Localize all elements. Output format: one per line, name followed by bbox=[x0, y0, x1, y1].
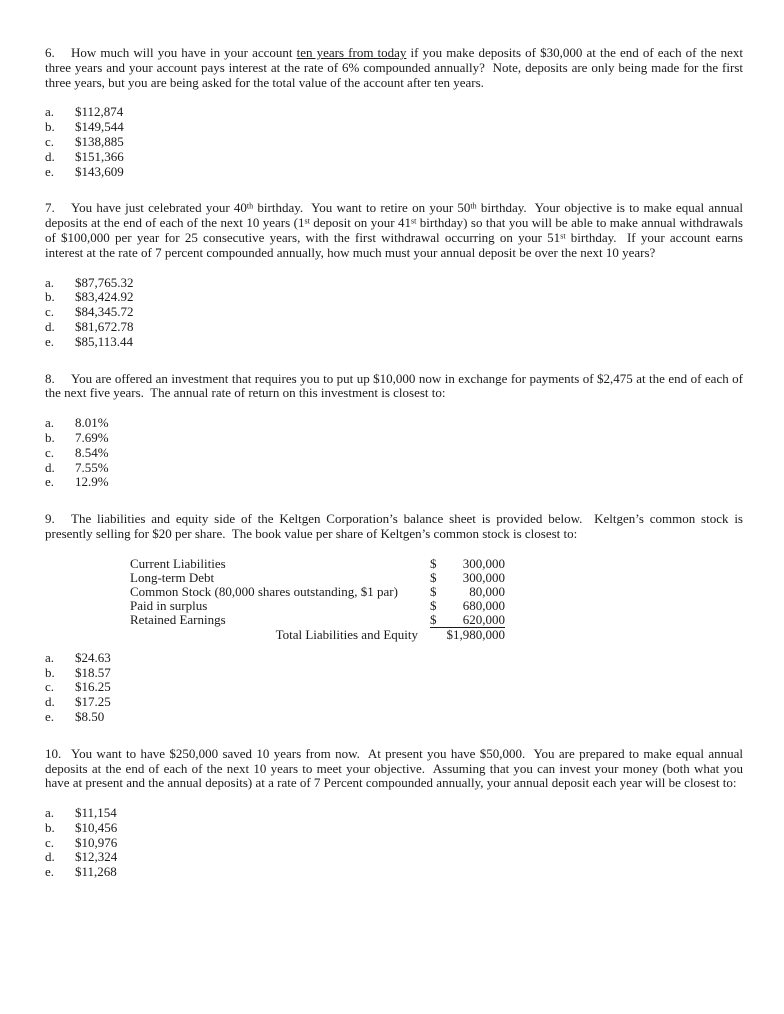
option-value: $83,424.92 bbox=[75, 289, 134, 305]
text-segment: birthday) so that you will be able to make annual withdrawals of $100,000 per year for 25 consecutive years, with the first withdrawal occurring on your 51 bbox=[45, 215, 743, 245]
option-value: $143,609 bbox=[75, 163, 124, 179]
option-value: $11,268 bbox=[75, 864, 117, 880]
amount: 300,000 bbox=[462, 569, 505, 585]
question-7-options bbox=[45, 276, 744, 350]
option-row bbox=[45, 290, 744, 305]
currency-symbol: $ bbox=[430, 611, 437, 627]
text-segment: deposit on your 41 bbox=[309, 215, 411, 231]
balance-sheet-row bbox=[130, 585, 505, 599]
option-letter: c. bbox=[45, 133, 55, 149]
balance-sheet-row-label: Total Liabilities and Equity bbox=[275, 626, 418, 642]
superscript-text: st bbox=[560, 231, 566, 241]
balance-sheet-row-value bbox=[430, 585, 505, 599]
option-row bbox=[45, 305, 744, 320]
option-value: 12.9% bbox=[75, 474, 109, 490]
option-row bbox=[45, 446, 744, 461]
balance-sheet-row-value bbox=[430, 628, 505, 642]
text-segment: You have just celebrated your 40 bbox=[71, 200, 247, 216]
question-10-body bbox=[45, 746, 743, 791]
question-8-body bbox=[45, 371, 743, 401]
text-segment: birthday. You want to retire on your 50 bbox=[253, 200, 471, 216]
amount: 300,000 bbox=[462, 555, 505, 571]
option-letter: c. bbox=[45, 834, 55, 850]
option-row bbox=[45, 150, 744, 165]
option-row bbox=[45, 135, 744, 150]
option-row bbox=[45, 120, 744, 135]
option-value: $138,885 bbox=[75, 133, 124, 149]
balance-sheet-row bbox=[130, 557, 505, 571]
option-row bbox=[45, 320, 744, 335]
question-6 bbox=[45, 46, 744, 179]
balance-sheet-row-label: Paid in surplus bbox=[130, 597, 208, 613]
balance-sheet-row-value bbox=[430, 557, 505, 571]
balance-sheet-row-value bbox=[430, 571, 505, 585]
option-letter: e. bbox=[45, 163, 55, 179]
question-9-options bbox=[45, 651, 744, 725]
option-row bbox=[45, 836, 744, 851]
superscript-text: st bbox=[304, 216, 310, 226]
question-7 bbox=[45, 201, 744, 349]
balance-sheet-row bbox=[130, 571, 505, 585]
option-row bbox=[45, 105, 744, 120]
question-6-text bbox=[45, 46, 743, 90]
currency-symbol: $ bbox=[446, 626, 453, 642]
question-8 bbox=[45, 372, 744, 491]
option-value: 7.69% bbox=[75, 429, 109, 445]
question-10-number: 10. bbox=[45, 745, 62, 761]
option-letter: d. bbox=[45, 694, 55, 710]
balance-sheet-table bbox=[130, 557, 505, 642]
option-row bbox=[45, 416, 744, 431]
question-10-text bbox=[45, 747, 743, 791]
text-segment: How much will you have in your account bbox=[71, 45, 297, 60]
balance-sheet-row bbox=[130, 613, 505, 628]
text-segment: The liabilities and equity side of the Keltgen Corporation’s balance sheet is provided below. Keltgen’s common stock is presently selling for $20 per share. The book value per share of Keltgen’s common stock is closest to: bbox=[45, 511, 743, 541]
option-letter: a. bbox=[45, 415, 55, 431]
option-value: $84,345.72 bbox=[75, 304, 134, 320]
option-value: $10,976 bbox=[75, 834, 118, 850]
balance-sheet-row-label: Long-term Debt bbox=[130, 569, 215, 585]
amount: 620,000 bbox=[462, 611, 505, 627]
option-letter: b. bbox=[45, 819, 55, 835]
option-letter: c. bbox=[45, 304, 55, 320]
question-7-text bbox=[45, 201, 743, 260]
option-value: $149,544 bbox=[75, 119, 124, 135]
option-letter: a. bbox=[45, 104, 55, 120]
option-row bbox=[45, 276, 744, 291]
superscript-text: th bbox=[246, 201, 254, 211]
question-10-options bbox=[45, 806, 744, 880]
balance-sheet-row-label: Retained Earnings bbox=[130, 611, 226, 627]
option-letter: d. bbox=[45, 849, 55, 865]
option-value: $24.63 bbox=[75, 649, 111, 665]
text-segment: birthday. Your objective is to make equal annual deposits at the end of each of the next 10 years (1 bbox=[45, 200, 743, 231]
question-7-number: 7. bbox=[45, 200, 55, 216]
amount: 680,000 bbox=[462, 597, 505, 613]
text-segment: birthday. If your account earns interest at the rate of 7 percent compounded annually, how much must your annual deposit be over the next 10 years? bbox=[45, 229, 743, 260]
option-letter: d. bbox=[45, 318, 55, 334]
option-letter: a. bbox=[45, 649, 55, 665]
amount: 80,000 bbox=[469, 583, 505, 599]
question-9-body bbox=[45, 511, 743, 541]
option-value: $16.25 bbox=[75, 679, 111, 695]
text-segment: if you make deposits of $30,000 at the end of each of the next three years and your account pays interest at the rate of 6% compounded annually? Note, deposits are only being made for the first three years, but you are being asked for the total value of the account after ten years. bbox=[45, 45, 743, 90]
option-value: 8.54% bbox=[75, 444, 109, 460]
option-row bbox=[45, 865, 744, 880]
underlined-text: ten years from today bbox=[296, 45, 407, 60]
option-row bbox=[45, 165, 744, 180]
question-10 bbox=[45, 747, 744, 880]
option-letter: b. bbox=[45, 664, 55, 680]
question-6-options bbox=[45, 105, 744, 179]
option-row bbox=[45, 666, 744, 681]
balance-sheet-row-label: Current Liabilities bbox=[130, 555, 226, 571]
option-row bbox=[45, 461, 744, 476]
question-9-number: 9. bbox=[45, 511, 55, 527]
question-6-body bbox=[45, 45, 743, 90]
balance-sheet-row bbox=[130, 599, 505, 613]
option-letter: b. bbox=[45, 289, 55, 305]
option-value: $10,456 bbox=[75, 819, 118, 835]
option-row bbox=[45, 850, 744, 865]
option-letter: c. bbox=[45, 444, 55, 460]
option-letter: c. bbox=[45, 679, 55, 695]
option-value: $18.57 bbox=[75, 664, 111, 680]
superscript-text: th bbox=[470, 201, 477, 211]
option-letter: d. bbox=[45, 148, 55, 164]
option-value: $8.50 bbox=[75, 708, 105, 724]
option-letter: a. bbox=[45, 274, 55, 290]
option-value: $112,874 bbox=[75, 104, 124, 120]
text-segment: You are offered an investment that requires you to put up $10,000 now in exchange for payments of $2,475 at the end of each of the next five years. The annual rate of return on this investment is closest to: bbox=[45, 370, 743, 401]
option-value: 7.55% bbox=[75, 459, 109, 475]
option-letter: a. bbox=[45, 805, 55, 821]
option-value: $81,672.78 bbox=[75, 318, 134, 334]
option-value: $85,113.44 bbox=[75, 333, 134, 349]
option-row bbox=[45, 821, 744, 836]
question-8-text bbox=[45, 372, 743, 402]
amount: 1,980,000 bbox=[453, 626, 505, 642]
currency-symbol: $ bbox=[430, 569, 437, 585]
option-letter: b. bbox=[45, 429, 55, 445]
option-value: $87,765.32 bbox=[75, 274, 134, 290]
option-row bbox=[45, 475, 744, 490]
option-letter: d. bbox=[45, 459, 55, 475]
option-row bbox=[45, 680, 744, 695]
option-row bbox=[45, 710, 744, 725]
option-value: 8.01% bbox=[75, 415, 109, 431]
option-letter: e. bbox=[45, 708, 55, 724]
option-value: $12,324 bbox=[75, 849, 118, 865]
balance-sheet-row-value bbox=[430, 613, 505, 628]
question-8-number: 8. bbox=[45, 370, 55, 386]
currency-symbol: $ bbox=[430, 597, 437, 613]
balance-sheet-row-value bbox=[430, 599, 505, 613]
option-row bbox=[45, 335, 744, 350]
question-7-body bbox=[45, 200, 743, 259]
currency-symbol: $ bbox=[430, 583, 437, 599]
balance-sheet-row-label: Common Stock (80,000 shares outstanding, $1 par) bbox=[130, 583, 398, 599]
option-letter: e. bbox=[45, 333, 55, 349]
option-letter: e. bbox=[45, 474, 55, 490]
balance-sheet-row bbox=[130, 628, 505, 642]
option-row bbox=[45, 651, 744, 666]
option-value: $11,154 bbox=[75, 805, 117, 821]
option-row bbox=[45, 431, 744, 446]
currency-symbol: $ bbox=[430, 555, 437, 571]
option-letter: e. bbox=[45, 864, 55, 880]
option-row bbox=[45, 695, 744, 710]
option-value: $151,366 bbox=[75, 148, 124, 164]
option-letter: b. bbox=[45, 119, 55, 135]
question-9-text bbox=[45, 512, 743, 542]
option-row bbox=[45, 806, 744, 821]
option-value: $17.25 bbox=[75, 694, 111, 710]
question-6-number: 6. bbox=[45, 45, 55, 60]
question-9 bbox=[45, 512, 744, 725]
superscript-text: st bbox=[410, 216, 417, 226]
question-8-options bbox=[45, 416, 744, 490]
text-segment: You want to have $250,000 saved 10 years from now. At present you have $50,000. You are prepared to make equal annual deposits at the end of each of the next 10 years to meet your objective. Assuming that you can invest your money (both what you have at present and the annual deposits) at a rate of 7 Percent compounded annually, your annual deposit each year will be closest to: bbox=[45, 745, 743, 791]
